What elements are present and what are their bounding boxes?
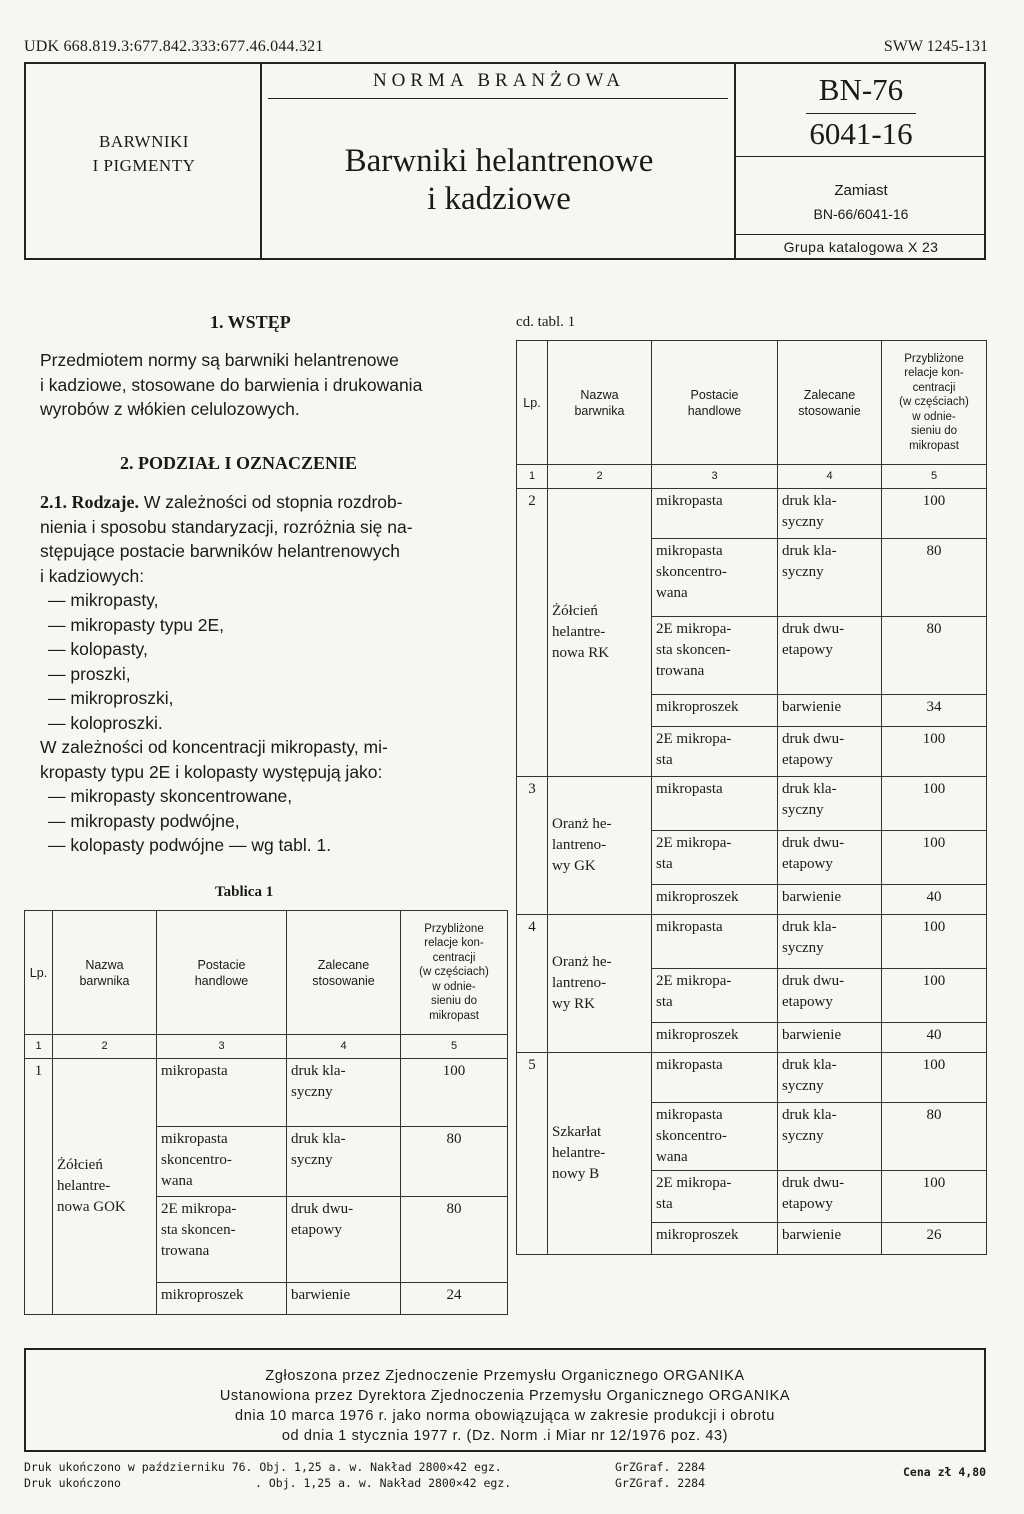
norma-label: NORMA BRANŻOWA [372, 70, 626, 91]
form-cell: mikroproszek [157, 1283, 287, 1315]
bn-subnumber: 6041-16 [809, 116, 913, 151]
col-number: 3 [652, 465, 778, 489]
col-number: 4 [287, 1035, 401, 1059]
printer-code: GrZGraf. 2284 [615, 1476, 706, 1490]
header-box [24, 62, 986, 260]
col-header-name: Nazwa barwnika [53, 911, 157, 1035]
relation-cell: 100 [882, 1053, 987, 1103]
form-cell: mikropasta [157, 1059, 287, 1127]
dye-name: Szkarłat helantre- nowy B [548, 1053, 652, 1255]
form-cell: mikroproszek [652, 1223, 778, 1255]
list-item: — mikropasty, [48, 588, 510, 613]
form-cell: mikroproszek [652, 695, 778, 727]
dye-name: Oranż he- lantreno- wy RK [548, 915, 652, 1053]
use-cell: druk dwu- etapowy [778, 727, 882, 777]
approval-line: dnia 10 marca 1976 r. jako norma obowiązująca w zakresie produkcji i obrotu [235, 1408, 775, 1424]
approval-line: Zgłoszona przez Zjednoczenie Przemysłu Organicznego ORGANIKA [265, 1368, 745, 1384]
col-header-relations: Przybliżone relacje kon- centracji (w częściach) w odnie- sieniu do mikropast [882, 341, 987, 465]
udk-code: UDK 668.819.3:677.842.333:677.46.044.321 [24, 38, 324, 55]
imprint-line: Druk ukończono [24, 1476, 121, 1490]
dye-name: Żółcień helantre- nowa RK [548, 489, 652, 777]
relation-cell: 34 [882, 695, 987, 727]
document-title: Barwniki helantrenowe i kadziowe [344, 143, 654, 217]
zamiast-code: BN-66/6041-16 [813, 206, 909, 222]
relation-cell: 100 [882, 969, 987, 1023]
catalog-group: Grupa katalogowa X 23 [783, 239, 939, 255]
form-cell: mikropasta skoncentro- wana [652, 1103, 778, 1171]
section2-text: 2.1. Rodzaje. W zależności od stopnia rozdrob- nienia i sposobu standaryzacji, rozróżnia się na- stępujące postacie barwników helantrenowych i kadziowych: — mikropasty, — mikropasty typu 2E, — kolopasty, — proszki, — mikroproszki, — koloproszki. W zależności od koncentracji mikropasty, mi- kropasty typu 2E i kolopasty występują jako: — mikropasty skoncentrowane, — mikropasty podwójne, — kolopasty podwójne — wg tabl. 1. [40, 490, 510, 858]
form-cell: 2E mikropa- sta [652, 969, 778, 1023]
use-cell: barwienie [778, 695, 882, 727]
use-cell: barwienie [287, 1283, 401, 1315]
form-cell: 2E mikropa- sta [652, 1171, 778, 1223]
table-row [517, 489, 987, 539]
col-number: 1 [25, 1035, 53, 1059]
form-cell: 2E mikropa- sta [652, 727, 778, 777]
table1-caption: Tablica 1 [215, 884, 274, 900]
form-cell: mikropasta skoncentro- wana [652, 539, 778, 617]
form-cell: mikropasta [652, 915, 778, 969]
relation-cell: 100 [882, 831, 987, 885]
form-cell: mikropasta [652, 1053, 778, 1103]
col-header-use: Zalecane stosowanie [287, 911, 401, 1035]
form-cell: mikroproszek [652, 885, 778, 915]
col-number: 2 [548, 465, 652, 489]
col-number: 5 [882, 465, 987, 489]
table-row [517, 1053, 987, 1103]
use-cell: druk kla- syczny [778, 915, 882, 969]
relation-cell: 100 [882, 489, 987, 539]
use-cell: barwienie [778, 1223, 882, 1255]
zamiast-label: Zamiast [834, 182, 888, 199]
section-heading-intro: 1. WSTĘP [210, 312, 291, 332]
use-cell: druk kla- syczny [778, 777, 882, 831]
dye-name: Oranż he- lantreno- wy GK [548, 777, 652, 915]
row-lp: 2 [517, 489, 548, 777]
table-row [25, 1059, 508, 1127]
col-number: 5 [401, 1035, 508, 1059]
col-header-use: Zalecane stosowanie [778, 341, 882, 465]
use-cell: druk dwu- etapowy [778, 1171, 882, 1223]
form-cell: mikropasta [652, 777, 778, 831]
concentration-list [40, 784, 510, 858]
relation-cell: 80 [401, 1197, 508, 1283]
approval-line: Ustanowiona przez Dyrektora Zjednoczenia Przemysłu Organicznego ORGANIKA [219, 1388, 791, 1404]
form-cell: 2E mikropa- sta skoncen- trowana [157, 1197, 287, 1283]
col-header-name: Nazwa barwnika [548, 341, 652, 465]
col-header-lp: Lp. [517, 341, 548, 465]
form-cell: mikropasta skoncentro- wana [157, 1127, 287, 1197]
price: Cena zł 4,80 [903, 1465, 987, 1479]
list-item: — mikroproszki, [48, 686, 510, 711]
forms-list [40, 588, 510, 735]
relation-cell: 100 [882, 915, 987, 969]
use-cell: barwienie [778, 885, 882, 915]
list-item: — kolopasty, [48, 637, 510, 662]
list-item: — mikropasty typu 2E, [48, 613, 510, 638]
use-cell: druk dwu- etapowy [778, 831, 882, 885]
row-lp: 3 [517, 777, 548, 915]
use-cell: druk dwu- etapowy [778, 617, 882, 695]
bn-number: BN-76 [818, 72, 904, 107]
col-header-relations: Przybliżone relacje kon- centracji (w częściach) w odnie- sieniu do mikropast [401, 911, 508, 1035]
relation-cell: 80 [882, 617, 987, 695]
relation-cell: 100 [882, 1171, 987, 1223]
list-item: — koloproszki. [48, 711, 510, 736]
approval-line: od dnia 1 stycznia 1977 r. (Dz. Norm .i Miar nr 12/1976 poz. 43) [281, 1428, 729, 1444]
use-cell: druk dwu- etapowy [287, 1197, 401, 1283]
relation-cell: 80 [882, 1103, 987, 1171]
sww-code: SWW 1245-131 [883, 38, 988, 55]
list-item: — proszki, [48, 662, 510, 687]
use-cell: druk dwu- etapowy [778, 969, 882, 1023]
col-header-lp: Lp. [25, 911, 53, 1035]
imprint-line: . Obj. 1,25 a. w. Nakład 2800×42 egz. [255, 1476, 512, 1490]
col-number: 2 [53, 1035, 157, 1059]
form-cell: 2E mikropa- sta [652, 831, 778, 885]
relation-cell: 100 [882, 777, 987, 831]
relation-cell: 100 [401, 1059, 508, 1127]
col-number: 3 [157, 1035, 287, 1059]
category-label: BARWNIKI I PIGMENTY [92, 132, 196, 175]
subsection-lead: 2.1. Rodzaje. [40, 492, 139, 512]
use-cell: druk kla- syczny [778, 539, 882, 617]
table2 [516, 340, 987, 1255]
form-cell: mikropasta [652, 489, 778, 539]
imprint-line: Druk ukończono w październiku 76. Obj. 1,25 a. w. Nakład 2800×42 egz. [24, 1460, 502, 1474]
col-header-forms: Postacie handlowe [157, 911, 287, 1035]
section-heading-division: 2. PODZIAŁ I OZNACZENIE [120, 453, 358, 473]
relation-cell: 80 [882, 539, 987, 617]
printer-code: GrZGraf. 2284 [615, 1460, 706, 1474]
relation-cell: 40 [882, 1023, 987, 1053]
col-number: 4 [778, 465, 882, 489]
list-item: — kolopasty podwójne — wg tabl. 1. [48, 833, 510, 858]
relation-cell: 80 [401, 1127, 508, 1197]
col-header-forms: Postacie handlowe [652, 341, 778, 465]
use-cell: druk kla- syczny [287, 1127, 401, 1197]
dye-name: Żółcień helantre- nowa GOK [53, 1059, 157, 1315]
intro-text: Przedmiotem normy są barwniki helantrenowe i kadziowe, stosowane do barwienia i drukowania wyrobów z włókien celulozowych. [40, 350, 423, 419]
relation-cell: 100 [882, 727, 987, 777]
row-lp: 4 [517, 915, 548, 1053]
use-cell: druk kla- syczny [778, 1103, 882, 1171]
table2-caption: cd. tabl. 1 [516, 314, 576, 330]
col-number: 1 [517, 465, 548, 489]
list-item: — mikropasty podwójne, [48, 809, 510, 834]
table-row [517, 915, 987, 969]
use-cell: druk kla- syczny [287, 1059, 401, 1127]
row-lp: 5 [517, 1053, 548, 1255]
relation-cell: 26 [882, 1223, 987, 1255]
relation-cell: 40 [882, 885, 987, 915]
relation-cell: 24 [401, 1283, 508, 1315]
table-row [517, 777, 987, 831]
use-cell: druk kla- syczny [778, 489, 882, 539]
row-lp: 1 [25, 1059, 53, 1315]
use-cell: druk kla- syczny [778, 1053, 882, 1103]
form-cell: 2E mikropa- sta skoncen- trowana [652, 617, 778, 695]
use-cell: barwienie [778, 1023, 882, 1053]
form-cell: mikroproszek [652, 1023, 778, 1053]
list-item: — mikropasty skoncentrowane, [48, 784, 510, 809]
table1 [24, 910, 508, 1315]
approval-box [24, 1348, 986, 1452]
